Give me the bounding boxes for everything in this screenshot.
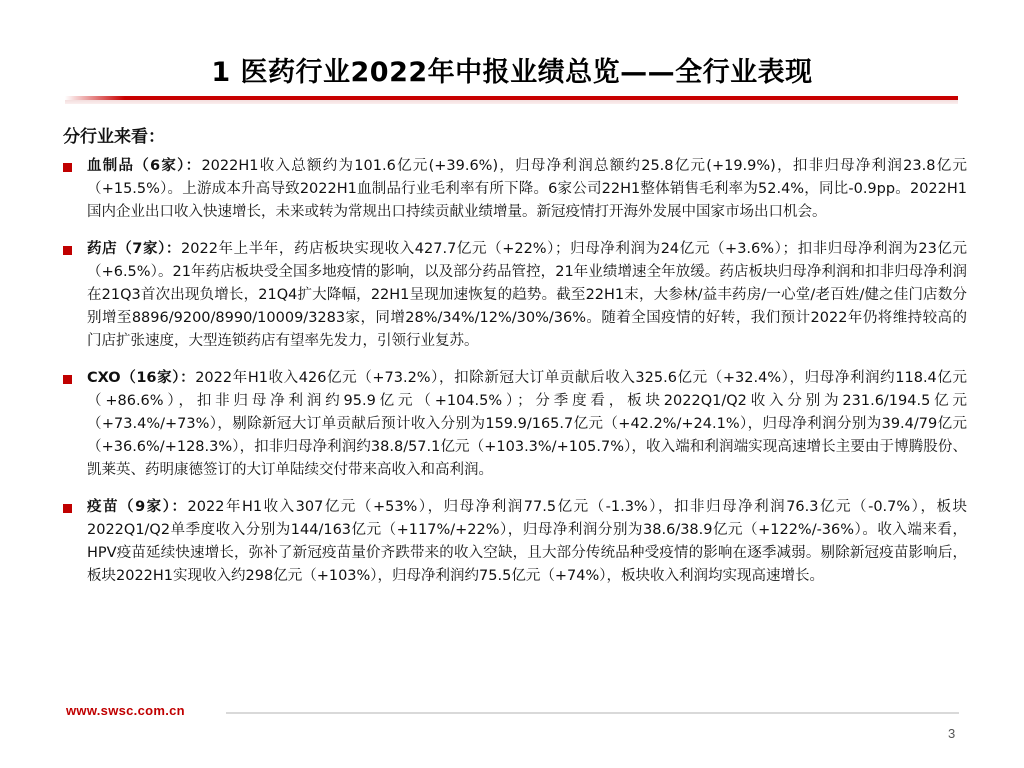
bullet-label: CXO（16家）： (87, 370, 196, 386)
bullet-label: 疫苗（9家）： (87, 499, 188, 515)
bullet-text: 2022H1收入总额约为101.6亿元(+39.6%)，归母净利润总额约25.8亿元(+19.9%)，扣非归母净利润23.8亿元（+15.5%）。上游成本升高导致2022H1血制品行业毛利率有所下降。6家公司22H1整体销售毛利率为52.4%，同比-0.9pp。2022H1国内企业出口收入快速增长，未来或转为常规出口持续贡献业绩增量。新冠疫情打开海外发展中国家市场出口机会。 (87, 158, 967, 220)
section-heading: 分行业来看： (63, 127, 165, 147)
page-title: 1 医药行业2022年中报业绩总览——全行业表现 (211, 57, 813, 88)
footer-divider (226, 712, 959, 714)
square-bullet-icon (63, 163, 72, 172)
bullet-item-cxo (61, 367, 967, 482)
footer-website-link[interactable]: www.swsc.com.cn (66, 703, 185, 718)
bullet-label: 药店（7家）： (87, 241, 182, 257)
bullet-text: 2022年上半年，药店板块实现收入427.7亿元（+22%）；归母净利润为24亿元（+3.6%）；扣非归母净利润为23亿元（+6.5%）。21年药店板块受全国多地疫情的影响，以及部分药品管控，21年业绩增速全年放缓。药店板块归母净利润和扣非归母净利润在21Q3首次出现负增长，21Q4扩大降幅，22H1呈现加速恢复的趋势。截至22H1末，大参林/益丰药房/一心堂/老百姓/健之佳门店数分别增至8896/9200/8990/10009/3283家，同增28%/34%/12%/30%/36%。随着全国疫情的好转，我们预计2022年仍将维持较高的门店扩张速度，大型连锁药店有望率先发力，引领行业复苏。 (87, 241, 967, 349)
page-number: 3 (948, 726, 956, 741)
bullet-label: 血制品（6家）： (87, 158, 202, 174)
square-bullet-icon (63, 504, 72, 513)
square-bullet-icon (63, 375, 72, 384)
square-bullet-icon (63, 246, 72, 255)
title-divider (65, 96, 958, 104)
bullet-item-vaccine (61, 496, 967, 588)
bullet-text: 2022年H1收入307亿元（+53%），归母净利润77.5亿元（-1.3%），扣非归母净利润76.3亿元（-0.7%），板块2022Q1/Q2单季度收入分别为144/163亿元（+117%/+22%），归母净利润分别为38.6/38.9亿元（+122%/-36%）。收入端来看，HPV疫苗延续快速增长，弥补了新冠疫苗量价齐跌带来的收入空缺，且大部分传统品种受疫情的影响在逐季减弱。剔除新冠疫苗影响后，板块2022H1实现收入约298亿元（+103%），归母净利润约75.5亿元（+74%），板块收入利润均实现高速增长。 (87, 499, 967, 584)
bullet-item-pharmacy (61, 238, 967, 353)
bullet-item-blood-products (61, 155, 967, 224)
bullet-list (61, 155, 967, 588)
bullet-text: 2022年H1收入426亿元（+73.2%），扣除新冠大订单贡献后收入325.6亿元（+32.4%），归母净利润约118.4亿元（+86.6%），扣非归母净利润约95.9亿元（+104.5%）；分季度看，板块2022Q1/Q2收入分别为231.6/194.5亿元（+73.4%/+73%），剔除新冠大订单贡献后预计收入分别为159.9/165.7亿元（+42.2%/+24.1%），归母净利润分别为39.4/79亿元（+36.6%/+128.3%），扣非归母净利润约38.8/57.1亿元（+103.3%/+105.7%），收入端和利润端实现高速增长主要由于博腾股份、凯莱英、药明康德签订的大订单陆续交付带来高收入和高利润。 (87, 370, 967, 478)
